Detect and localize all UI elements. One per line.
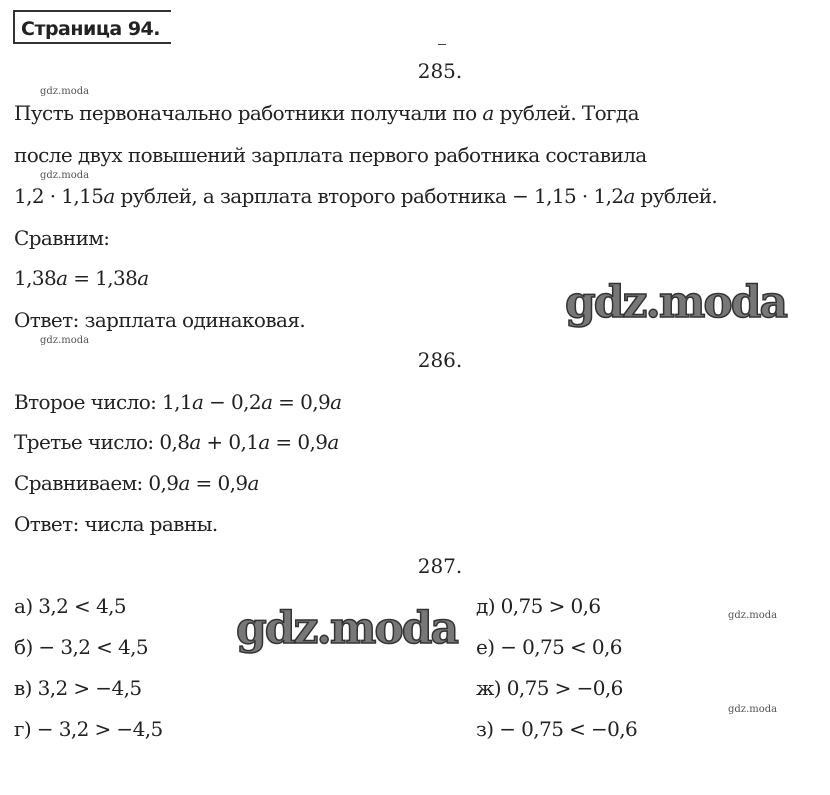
variable: a [247, 471, 259, 495]
variable: a [261, 390, 273, 414]
text-segment: Второе число: 1,1 [14, 390, 193, 414]
comparison-item: в) 3,2 > −4,5 [14, 676, 142, 700]
solution-line [14, 431, 339, 454]
text-segment: рублей. [634, 184, 718, 208]
text-segment: рублей, а зарплата второго работника − 1,15 · 1,2 [114, 184, 624, 208]
text-segment: рублей. Тогда [493, 101, 639, 125]
watermark: gdz.moda [40, 170, 90, 181]
text-segment: 1,2 · 1,15 [14, 184, 104, 208]
task-number: 287. [417, 554, 463, 578]
watermark: gdz.moda [236, 603, 458, 654]
text-segment: Ответ: числа равны. [14, 512, 218, 536]
comparison-item: ж) 0,75 > −0,6 [476, 676, 623, 700]
variable: a [192, 390, 204, 414]
comparison-item: з) − 0,75 < −0,6 [476, 717, 638, 741]
variable: a [189, 430, 201, 454]
solution-line [14, 309, 305, 332]
variable: a [56, 266, 68, 290]
solution-line [14, 144, 647, 167]
text-segment: после двух повышений зарплата первого работника составила [14, 143, 647, 167]
comparison-item: б) − 3,2 < 4,5 [14, 635, 149, 659]
text-segment: = 0,9 [269, 430, 328, 454]
text-segment: + 0,1 [200, 430, 259, 454]
task-number: 285. [417, 59, 463, 83]
text-segment: Пусть первоначально работники получали по [14, 101, 483, 125]
comparison-item: г) − 3,2 > −4,5 [14, 717, 163, 741]
solution-line [14, 267, 149, 290]
variable: a [178, 471, 190, 495]
text-segment: = 0,9 [272, 390, 331, 414]
divider [438, 44, 446, 45]
variable: a [482, 101, 494, 125]
variable: a [258, 430, 270, 454]
watermark: gdz.moda [728, 704, 778, 715]
text-segment: = 0,9 [189, 471, 248, 495]
text-segment: − 0,2 [203, 390, 262, 414]
comparison-item: д) 0,75 > 0,6 [476, 594, 601, 618]
variable: a [103, 184, 115, 208]
solution-line [14, 185, 717, 208]
solution-line [14, 102, 639, 125]
text-segment: Третье число: 0,8 [14, 430, 190, 454]
text-segment: Сравним: [14, 226, 110, 250]
watermark: gdz.moda [40, 335, 90, 346]
text-segment: 1,38 [14, 266, 57, 290]
page-title: Страница 94. [13, 10, 171, 44]
solution-line [14, 391, 341, 414]
variable: a [137, 266, 149, 290]
comparison-item: а) 3,2 < 4,5 [14, 594, 126, 618]
comparison-item: е) − 0,75 < 0,6 [476, 635, 622, 659]
watermark: gdz.moda [565, 277, 787, 328]
watermark: gdz.moda [728, 610, 778, 621]
variable: a [623, 184, 635, 208]
variable: a [330, 390, 342, 414]
solution-line [14, 227, 109, 250]
text-segment: Сравниваем: 0,9 [14, 471, 179, 495]
watermark: gdz.moda [40, 86, 90, 97]
task-number: 286. [417, 348, 463, 372]
variable: a [327, 430, 339, 454]
solution-line [14, 472, 259, 495]
text-segment: = 1,38 [67, 266, 138, 290]
solution-line [14, 513, 218, 536]
text-segment: Ответ: зарплата одинаковая. [14, 308, 306, 332]
